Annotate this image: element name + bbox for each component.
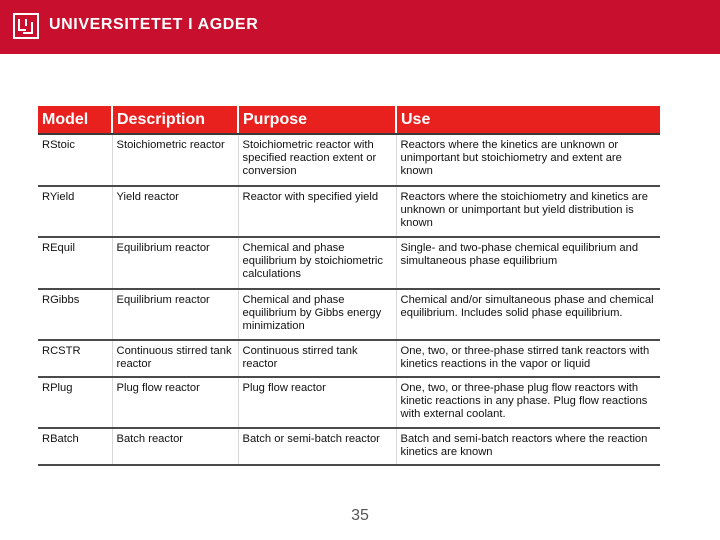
column-header-description: Description xyxy=(112,106,238,134)
cell-model: RBatch xyxy=(38,428,112,465)
cell-purpose: Continuous stirred tank reactor xyxy=(238,340,396,377)
table-row xyxy=(38,186,660,237)
table-row xyxy=(38,237,660,289)
column-header-purpose: Purpose xyxy=(238,106,396,134)
cell-description: Equilibrium reactor xyxy=(112,289,238,340)
cell-description: Continuous stirred tank reactor xyxy=(112,340,238,377)
page-number: 35 xyxy=(351,507,369,524)
cell-description: Equilibrium reactor xyxy=(112,237,238,289)
table-row xyxy=(38,340,660,377)
cell-model: RGibbs xyxy=(38,289,112,340)
cell-purpose: Batch or semi-batch reactor xyxy=(238,428,396,465)
cell-model: RYield xyxy=(38,186,112,237)
table-row xyxy=(38,134,660,186)
cell-description: Batch reactor xyxy=(112,428,238,465)
cell-use: One, two, or three-phase stirred tank reactors with kinetics reactions in the vapor or liquid xyxy=(396,340,660,377)
cell-model: RCSTR xyxy=(38,340,112,377)
table-row xyxy=(38,428,660,465)
column-header-model: Model xyxy=(38,106,112,134)
reactor-models-table xyxy=(38,106,660,466)
cell-use: Reactors where the kinetics are unknown or unimportant but stoichiometry and extent are known xyxy=(396,134,660,186)
cell-use: Reactors where the stoichiometry and kinetics are unknown or unimportant but yield distribution is known xyxy=(396,186,660,237)
header-bar xyxy=(0,0,720,54)
cell-purpose: Plug flow reactor xyxy=(238,377,396,428)
university-name: UNIVERSITETET I AGDER xyxy=(49,16,259,33)
table-header-row xyxy=(38,106,660,134)
cell-model: REquil xyxy=(38,237,112,289)
reactor-models-table-container xyxy=(38,106,660,466)
cell-purpose: Chemical and phase equilibrium by stoichiometric calculations xyxy=(238,237,396,289)
cell-purpose: Stoichiometric reactor with specified reaction extent or conversion xyxy=(238,134,396,186)
cell-use: One, two, or three-phase plug flow reactors with kinetic reactions in any phase. Plug flow reactions with external coolant. xyxy=(396,377,660,428)
cell-description: Yield reactor xyxy=(112,186,238,237)
cell-use: Single- and two-phase chemical equilibrium and simultaneous phase equilibrium xyxy=(396,237,660,289)
table-row xyxy=(38,289,660,340)
cell-use: Batch and semi-batch reactors where the reaction kinetics are known xyxy=(396,428,660,465)
cell-purpose: Reactor with specified yield xyxy=(238,186,396,237)
table-row xyxy=(38,377,660,428)
cell-purpose: Chemical and phase equilibrium by Gibbs energy minimization xyxy=(238,289,396,340)
column-header-use: Use xyxy=(396,106,660,134)
cell-description: Stoichiometric reactor xyxy=(112,134,238,186)
cell-model: RStoic xyxy=(38,134,112,186)
university-logo-icon xyxy=(13,13,39,39)
cell-model: RPlug xyxy=(38,377,112,428)
cell-description: Plug flow reactor xyxy=(112,377,238,428)
cell-use: Chemical and/or simultaneous phase and chemical equilibrium. Includes solid phase equilibrium. xyxy=(396,289,660,340)
